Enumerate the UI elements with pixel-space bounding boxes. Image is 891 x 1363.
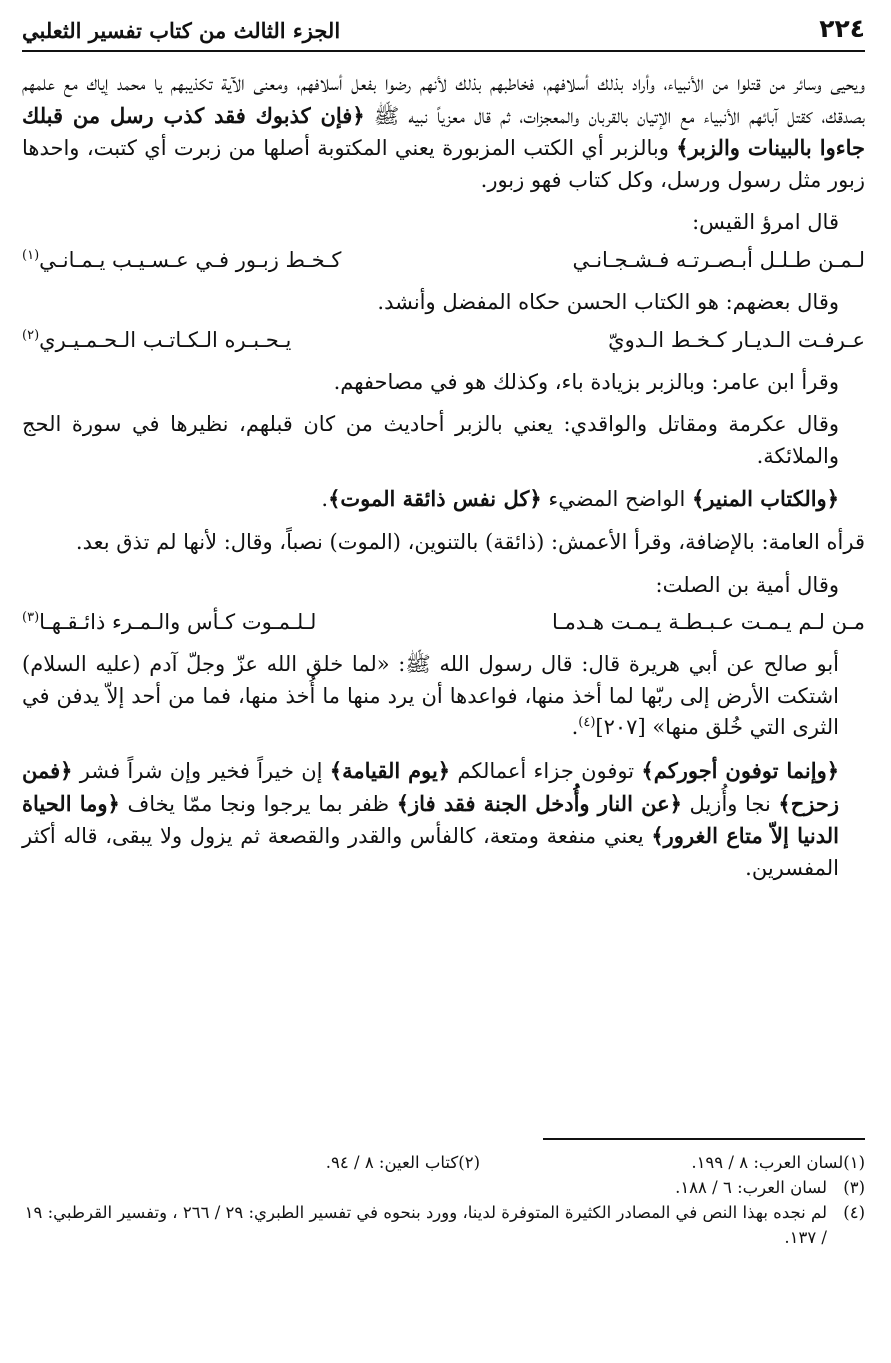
footnote-ref: (٤) <box>578 715 596 731</box>
footnote-1: (١) لسان العرب: ٨ / ١٩٩. <box>691 1153 865 1172</box>
footnotes <box>22 1150 865 1250</box>
paragraph-10: ﴿وإنما توفون أجوركم﴾ توفون جزاء أعمالكم ﴿يوم القيامة﴾ إن خيراً فخير وإن شراً فشر ﴿فمن زحزح﴾ نجا وأُزيل ﴿عن النار وأُدخل الجنة فقد فاز﴾ ظفر بما يرجوا ونجا ممّا يخاف ﴿وما الحياة الدنيا إلاّ متاع الغرور﴾ يعني منفعة ومتعة، كالفأس والقدر والقصعة ثم يزول ولا يبقى، قاله أكثر المفسرين. <box>22 757 840 880</box>
paragraph-9: أبو صالح عن أبي هريرة قال: قال رسول الله ﷺ: «لما خلق الله عزّ وجلّ آدم (عليه السلام) اشتكت الأرض إلى ربّها لما أخذ منها، فواعدها أن يرد منها ما أُخذ منها، فما من أحد إلاّ يدفن في الثرى التي خُلق منها» [٢٠٧]$^{(٤)}$. <box>22 652 839 740</box>
footnote-ref: (٣) <box>22 610 40 626</box>
footnote-ref: (١) <box>22 247 40 263</box>
poetry-verse-3 <box>22 607 865 638</box>
paragraph-6: ﴿والكتاب المنير﴾ الواضح المضيء ﴿كل نفس ذائقة الموت﴾. <box>321 486 839 512</box>
paragraph-3: وقال بعضهم: هو الكتاب الحسن حكاه المفضل وأنشد. <box>377 289 839 314</box>
quran-quote: ﴿عن النار وأُدخل الجنة فقد فاز﴾ <box>396 790 682 816</box>
quran-quote: ﴿فإن كذبوك فقد كذب رسل من قبلك جاءوا بالبينات والزبر﴾ <box>22 102 865 161</box>
quran-quote: ﴿فمن زحزح﴾ <box>22 757 839 816</box>
footnote-4: (٤) لم نجده بهذا النص في المصادر الكثيرة المتوفرة لدينا، وورد بنحوه في تفسير الطبري: ٢٩ / ٢٦٦ ، وتفسير القرطبي: ١٩ / ١٣٧. <box>24 1203 865 1247</box>
paragraph-8: وقال أمية بن الصلت: <box>655 572 839 597</box>
verse-hemistich-left: كـخـط زبـور فـي عـسـيـب يـمـانـي$^{(١)}$ <box>22 247 342 272</box>
verse-hemistich-right: مـن لـم يـمـت عـبـطـة يـمـت هـدمـا <box>552 610 865 635</box>
paragraph-7: قرأه العامة: بالإضافة، وقرأ الأعمش: (ذائقة) بالتنوين، (الموت) نصباً، وقال: لأنها لم تذق بعد. <box>75 529 865 554</box>
verse-hemistich-right: عـرفـت الـديـار كـخـط الـدويّ <box>608 327 865 352</box>
footnote-row <box>22 1150 865 1175</box>
footnote-3: (٣) لسان العرب: ٦ / ١٨٨. <box>675 1178 865 1197</box>
footnote-divider <box>543 1138 865 1140</box>
quran-quote: ﴿يوم القيامة﴾ <box>329 757 451 783</box>
quran-quote: ﴿والكتاب المنير﴾ <box>691 486 839 512</box>
paragraph-2: قال امرؤ القيس: <box>692 210 839 235</box>
paragraph-4: وقرأ ابن عامر: وبالزبر بزيادة باء، وكذلك هو في مصاحفهم. <box>333 369 839 394</box>
quran-quote: ﴿وإنما توفون أجوركم﴾ <box>641 757 840 783</box>
page-header <box>22 14 865 52</box>
page-number: ٢٢٤ <box>819 14 865 43</box>
footnote-ref: (٢) <box>22 327 40 343</box>
running-title: الجزء الثالث من كتاب تفسير الثعلبي <box>22 18 341 43</box>
poetry-verse-2 <box>22 325 865 356</box>
quran-quote: ﴿كل نفس ذائقة الموت﴾ <box>328 486 542 512</box>
poetry-verse-1 <box>22 245 865 276</box>
main-text <box>22 68 865 884</box>
quran-quote: ﴿وما الحياة الدنيا إلاّ متاع الغرور﴾ <box>22 790 839 849</box>
footnote-2: (٢) كتاب العين: ٨ / ٩٤. <box>325 1153 480 1172</box>
verse-hemistich-left: لـلـمـوت كـأس والـمـرء ذائـقـهـا$^{(٣)}$ <box>22 610 317 635</box>
verse-hemistich-right: لـمـن طـلـل أبـصـرتـه فـشـجـانـي <box>572 247 865 272</box>
paragraph-5: وقال عكرمة ومقاتل والواقدي: يعني بالزبر أحاديث من كان قبلهم، نظيرها في سورة الحج والملائكة. <box>22 412 839 468</box>
verse-hemistich-left: يـحـبـره الـكـاتـب الـحـمـيـري$^{(٢)}$ <box>22 327 292 352</box>
paragraph-1: ويحيى وسائر من قتلوا من الأنبياء، وأراد بذلك أسلافهم، فخاطبهم بذلك لأنهم رضوا بفعل أسلافهم، ومعنى الآية تكذيبهم يا محمد إياك مع علمهم بصدقك، كقتل آبائهم الأنبياء مع الإتيان بالقربان والمعجزات، ثم قال معزياً نبيه ﷺ ﴿فإن كذبوك فقد كذب رسل من قبلك جاءوا بالبينات والزبر﴾ وبالزبر أي الكتب المزبورة يعني المكتوبة أصلها من زبرت أي كتبت، واحدها زبور مثل رسول ورسل، وكل كتاب فهو زبور. <box>22 71 865 192</box>
